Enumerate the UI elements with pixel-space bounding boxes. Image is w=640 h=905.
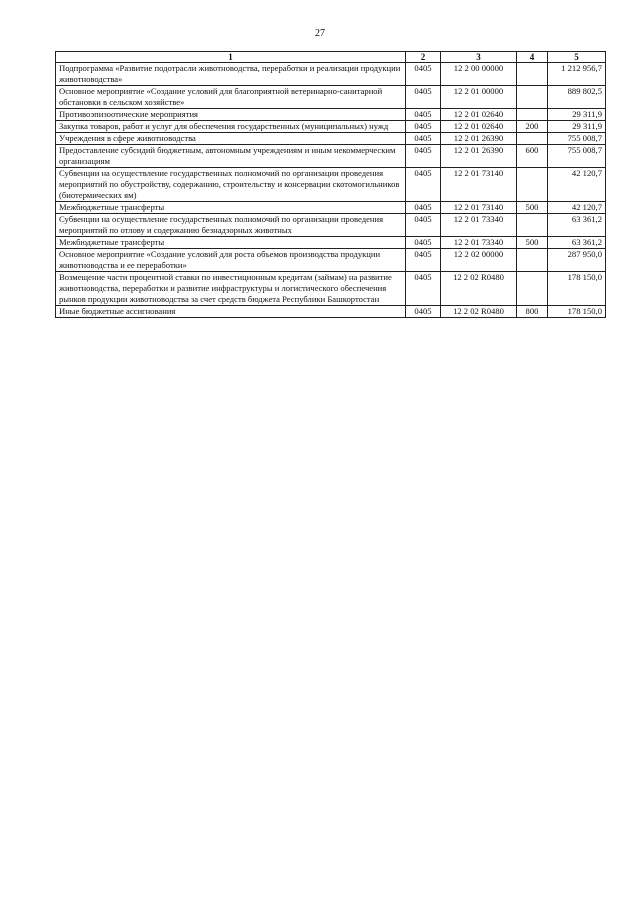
budget-table [55,51,606,318]
table-row [56,237,606,249]
row-name-cell: Межбюджетные трансферты [56,237,406,249]
row-section-cell: 0405 [406,306,441,318]
row-amount-cell: 1 212 956,7 [548,63,606,86]
row-amount-cell: 889 802,5 [548,86,606,109]
row-code-cell: 12 2 01 26390 [441,145,517,168]
table-row [56,202,606,214]
row-section-cell: 0405 [406,145,441,168]
row-code-cell: 12 2 01 73140 [441,168,517,202]
table-row [56,133,606,145]
row-type-cell [517,86,548,109]
row-section-cell: 0405 [406,121,441,133]
table-row [56,86,606,109]
row-type-cell [517,63,548,86]
row-section-cell: 0405 [406,249,441,272]
row-amount-cell: 287 950,0 [548,249,606,272]
row-name-cell: Субвенции на осуществление государственных полномочий по организации проведения мероприятий по отлову и содержанию безнадзорных животных [56,214,406,237]
row-section-cell: 0405 [406,272,441,306]
header-col-5: 5 [548,52,606,63]
row-type-cell [517,214,548,237]
row-type-cell: 600 [517,145,548,168]
table-row [56,145,606,168]
row-name-cell: Предоставление субсидий бюджетным, автономным учреждениям и иным некоммерческим организациям [56,145,406,168]
table-row [56,306,606,318]
row-name-cell: Иные бюджетные ассигнования [56,306,406,318]
row-type-cell [517,168,548,202]
row-amount-cell: 42 120,7 [548,168,606,202]
row-code-cell: 12 2 02 R0480 [441,272,517,306]
row-section-cell: 0405 [406,168,441,202]
header-col-1: 1 [56,52,406,63]
row-amount-cell: 63 361,2 [548,214,606,237]
row-type-cell [517,109,548,121]
header-col-3: 3 [441,52,517,63]
row-code-cell: 12 2 01 73340 [441,214,517,237]
header-col-2: 2 [406,52,441,63]
row-code-cell: 12 2 00 00000 [441,63,517,86]
row-name-cell: Подпрограмма «Развитие подотрасли животноводства, переработки и реализации продукции животноводства» [56,63,406,86]
row-amount-cell: 755 008,7 [548,145,606,168]
row-amount-cell: 755 008,7 [548,133,606,145]
row-code-cell: 12 2 01 02640 [441,121,517,133]
row-code-cell: 12 2 01 73340 [441,237,517,249]
header-col-4: 4 [517,52,548,63]
row-section-cell: 0405 [406,202,441,214]
table-row [56,121,606,133]
row-section-cell: 0405 [406,237,441,249]
row-section-cell: 0405 [406,133,441,145]
row-type-cell: 500 [517,237,548,249]
row-name-cell: Основное мероприятие «Создание условий для благоприятной ветеринарно-санитарной обстановки в сельском хозяйстве» [56,86,406,109]
row-code-cell: 12 2 01 00000 [441,86,517,109]
row-amount-cell: 29 311,9 [548,121,606,133]
row-amount-cell: 178 150,0 [548,306,606,318]
row-section-cell: 0405 [406,109,441,121]
row-type-cell [517,133,548,145]
row-name-cell: Учреждения в сфере животноводства [56,133,406,145]
row-name-cell: Субвенции на осуществление государственных полномочий по организации проведения мероприятий по обустройству, содержанию, строительству и консервации скотомогильников (биотермических ям) [56,168,406,202]
row-code-cell: 12 2 01 02640 [441,109,517,121]
table-header-row [56,52,606,63]
row-code-cell: 12 2 02 R0480 [441,306,517,318]
table-row [56,168,606,202]
row-name-cell: Возмещение части процентной ставки по инвестиционным кредитам (займам) на развитие животноводства, переработки и развитие инфраструктуры и логистического обеспечения рынков продукции животноводства за счет средств бюджета Республики Башкортостан [56,272,406,306]
row-name-cell: Противоэпизоотические мероприятия [56,109,406,121]
row-type-cell: 500 [517,202,548,214]
table-row [56,63,606,86]
table-row [56,272,606,306]
row-type-cell: 800 [517,306,548,318]
table-row [56,109,606,121]
row-type-cell [517,272,548,306]
row-name-cell: Основное мероприятие «Создание условий для роста объемов производства продукции животноводства и ее переработки» [56,249,406,272]
row-name-cell: Межбюджетные трансферты [56,202,406,214]
row-code-cell: 12 2 01 26390 [441,133,517,145]
row-section-cell: 0405 [406,86,441,109]
row-amount-cell: 29 311,9 [548,109,606,121]
row-code-cell: 12 2 01 73140 [441,202,517,214]
row-section-cell: 0405 [406,214,441,237]
row-amount-cell: 178 150,0 [548,272,606,306]
row-section-cell: 0405 [406,63,441,86]
table-row [56,249,606,272]
row-amount-cell: 42 120,7 [548,202,606,214]
row-name-cell: Закупка товаров, работ и услуг для обеспечения государственных (муниципальных) нужд [56,121,406,133]
page-number: 27 [315,28,325,39]
row-type-cell: 200 [517,121,548,133]
row-type-cell [517,249,548,272]
row-code-cell: 12 2 02 00000 [441,249,517,272]
table-row [56,214,606,237]
row-amount-cell: 63 361,2 [548,237,606,249]
